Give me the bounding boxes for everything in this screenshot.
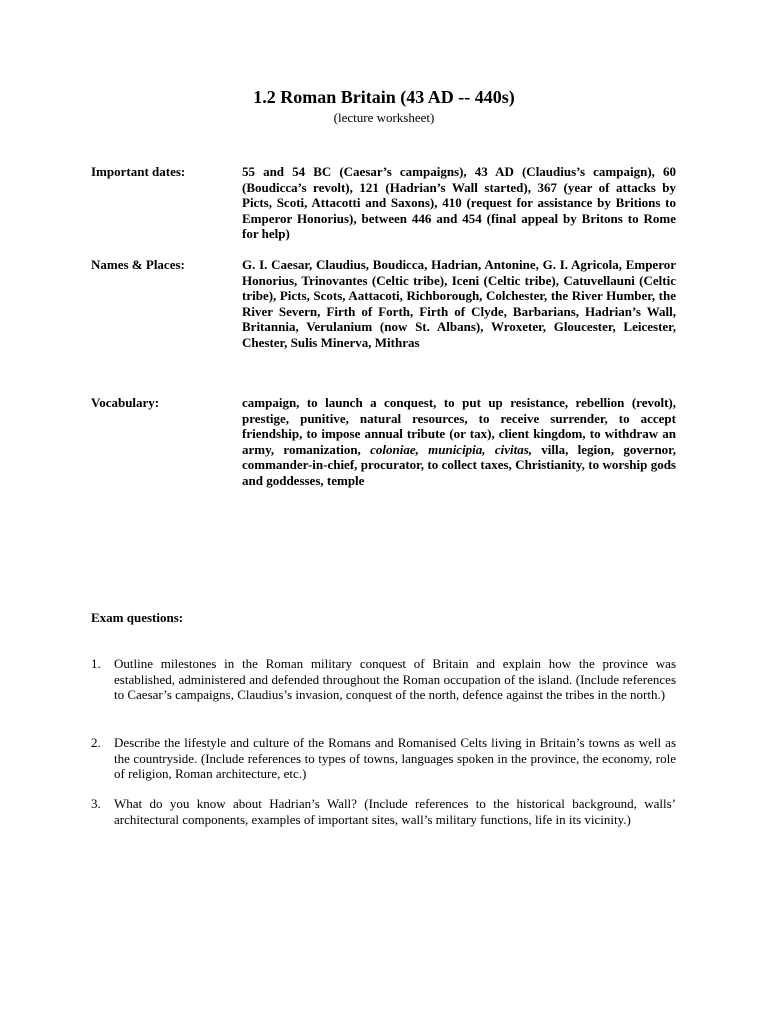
question-number: 3. (91, 796, 101, 811)
exam-question-1 (91, 656, 676, 703)
question-number: 2. (91, 735, 101, 750)
vocabulary-text (242, 395, 676, 488)
question-number: 1. (91, 656, 101, 671)
question-text: What do you know about Hadrian’s Wall? (Include references to the historical background, walls’ architectural components, examples of important sites, wall’s military functions, life in its vicinity.) (114, 796, 676, 827)
question-text: Outline milestones in the Roman military conquest of Britain and explain how the province was established, administered and defended throughout the Roman occupation of the island. (Include references to Caesar’s campaigns, Claudius’s invasion, conquest of the north, defence against the tribes in the north.) (114, 656, 676, 702)
vocabulary-text-part-1: campaign, to launch a conquest, to put up resistance, rebellion (revolt), prestige, punitive, natural resources, to receive surrender, to accept friendship, to impose annual tribute (or tax), client kingdom, to withdraw an army, romanization, (242, 395, 676, 457)
important-dates-text: 55 and 54 BC (Caesar’s campaigns), 43 AD (Claudius’s campaign), 60 (Boudicca’s revolt), 121 (Hadrian’s Wall started), 367 (year of attacks by Picts, Scoti, Attacotti and Saxons), 410 (request for assistance by Britions to Emperor Honorius), between 446 and 454 (final appeal by Britons to Rome for help) (242, 164, 676, 241)
page-title: 1.2 Roman Britain (43 AD -- 440s) (253, 87, 515, 107)
vocabulary-italic-terms: coloniae, municipia, civitas, (370, 441, 533, 457)
important-dates-label: Important dates: (91, 164, 186, 179)
question-text: Describe the lifestyle and culture of the Romans and Romanised Celts living in Britain’s towns as well as the countryside. (Include references to types of towns, languages spoken in the province, the economy, role of religion, Roman architecture, etc.) (114, 735, 676, 781)
vocabulary-text-part-2: villa, legion, governor, commander-in-chief, procurator, to collect taxes, Christianity, to worship gods and goddesses, temple (242, 441, 677, 488)
names-places-text: G. I. Caesar, Claudius, Boudicca, Hadrian, Antonine, G. I. Agricola, Emperor Honorius, Trinovantes (Celtic tribe), Iceni (Celtic tribe), Catuvellauni (Celtic tribe), Picts, Scots, Aattacoti, Richborough, Colchester, the River Humber, the River Severn, Firth of Forth, Firth of Clyde, Barbarians, Hadrian’s Wall, Britannia, Verulanium (now St. Albans), Wroxeter, Gloucester, Leicester, Chester, Sulis Minerva, Mithras (242, 257, 676, 350)
vocabulary-label: Vocabulary: (91, 395, 160, 410)
exam-question-2 (91, 735, 676, 782)
page-subtitle: (lecture worksheet) (333, 110, 435, 125)
exam-questions-heading: Exam questions: (91, 610, 184, 625)
exam-question-3 (91, 796, 676, 827)
names-places-label: Names & Places: (91, 257, 185, 272)
